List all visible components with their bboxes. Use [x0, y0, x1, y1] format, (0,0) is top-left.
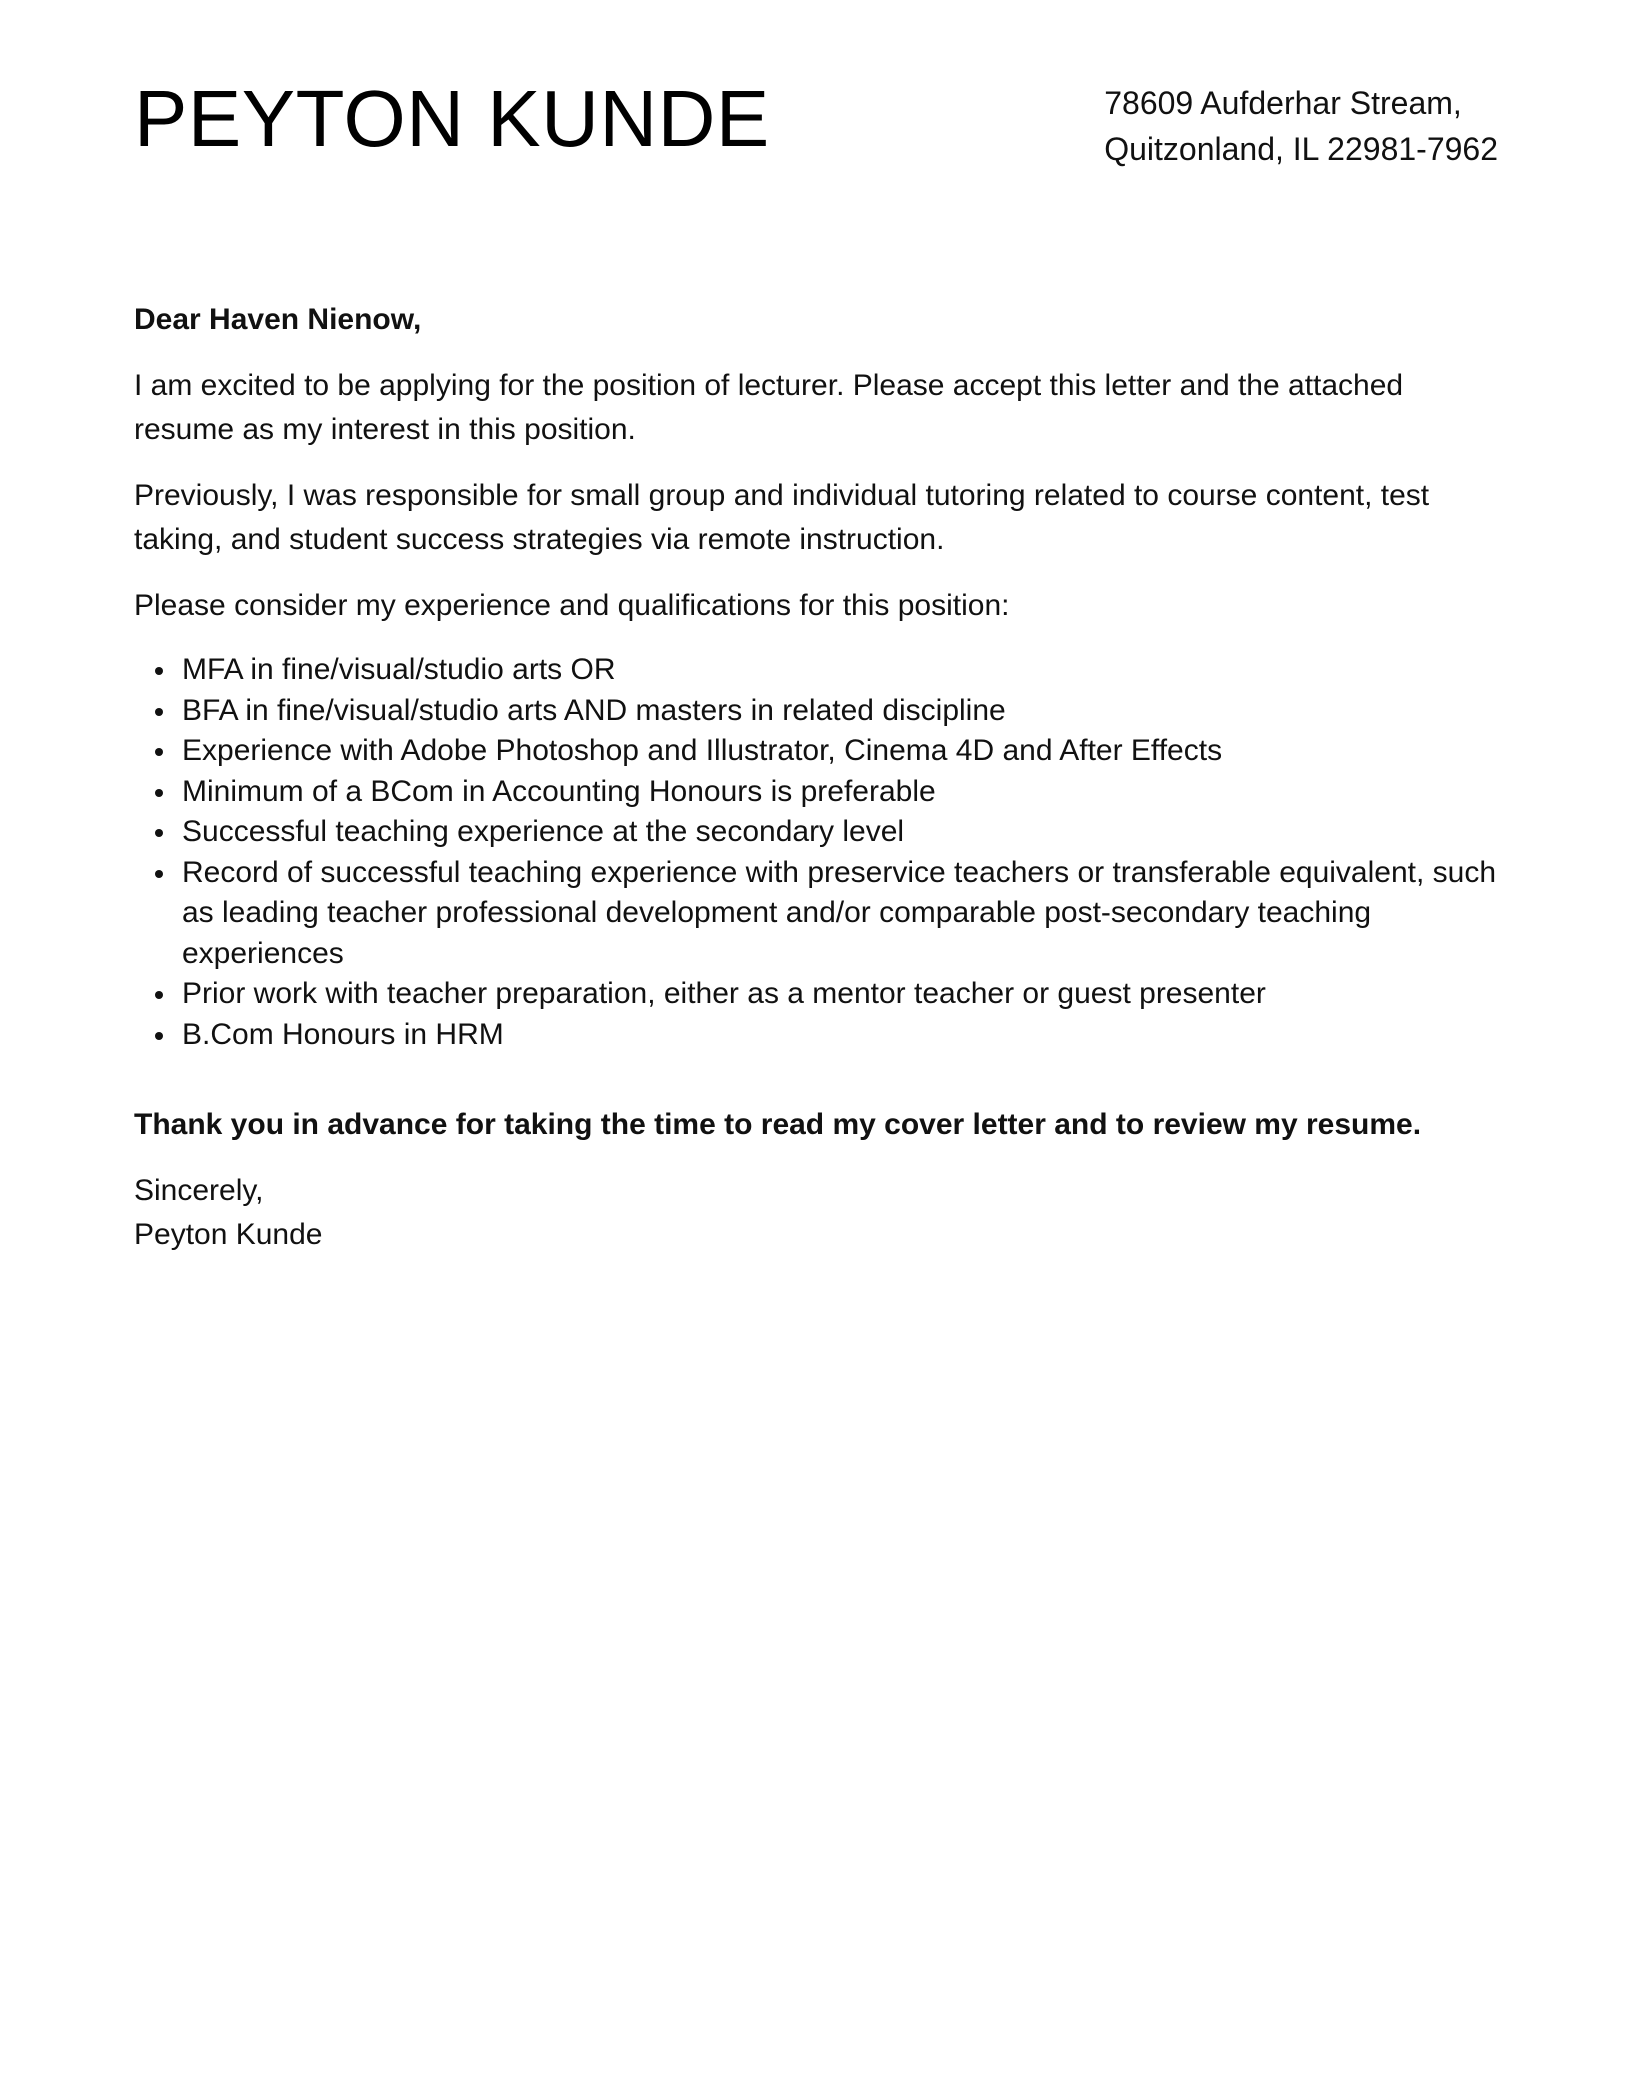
- list-item: BFA in fine/visual/studio arts AND masters in related discipline: [182, 691, 1498, 732]
- list-item: B.Com Honours in HRM: [182, 1015, 1498, 1056]
- address-line-1: 78609 Aufderhar Stream,: [1104, 85, 1462, 121]
- list-item: Prior work with teacher preparation, either as a mentor teacher or guest presenter: [182, 974, 1498, 1015]
- list-item: MFA in fine/visual/studio arts OR: [182, 650, 1498, 691]
- signoff-phrase: Sincerely,: [134, 1174, 264, 1207]
- list-item: Record of successful teaching experience with preservice teachers or transferable equivalent, such as leading teacher professional development and/or comparable post-secondary teaching experiences: [182, 853, 1498, 975]
- qualifications-list: [134, 650, 1498, 1055]
- signoff: [134, 1169, 1498, 1257]
- list-item: Minimum of a BCom in Accounting Honours is preferable: [182, 772, 1498, 813]
- closing-statement: Thank you in advance for taking the time to read my cover letter and to review my resume.: [134, 1108, 1422, 1141]
- sender-name: PEYTON KUNDE: [134, 74, 770, 163]
- letter-body: [134, 298, 1498, 1257]
- intro-paragraph: I am excited to be applying for the position of lecturer. Please accept this letter and the attached resume as my interest in this position.: [134, 369, 1404, 446]
- address-line-2: Quitzonland, IL 22981-7962: [1104, 131, 1498, 167]
- list-item: Successful teaching experience at the secondary level: [182, 812, 1498, 853]
- letter-header: [134, 74, 1498, 184]
- experience-paragraph: Previously, I was responsible for small group and individual tutoring related to course content, test taking, and student success strategies via remote instruction.: [134, 479, 1430, 556]
- signature-name: Peyton Kunde: [134, 1218, 323, 1251]
- qualifications-intro: Please consider my experience and qualifications for this position:: [134, 589, 1010, 622]
- list-item: Experience with Adobe Photoshop and Illustrator, Cinema 4D and After Effects: [182, 731, 1498, 772]
- salutation: Dear Haven Nienow,: [134, 303, 422, 336]
- sender-address: [1104, 80, 1498, 172]
